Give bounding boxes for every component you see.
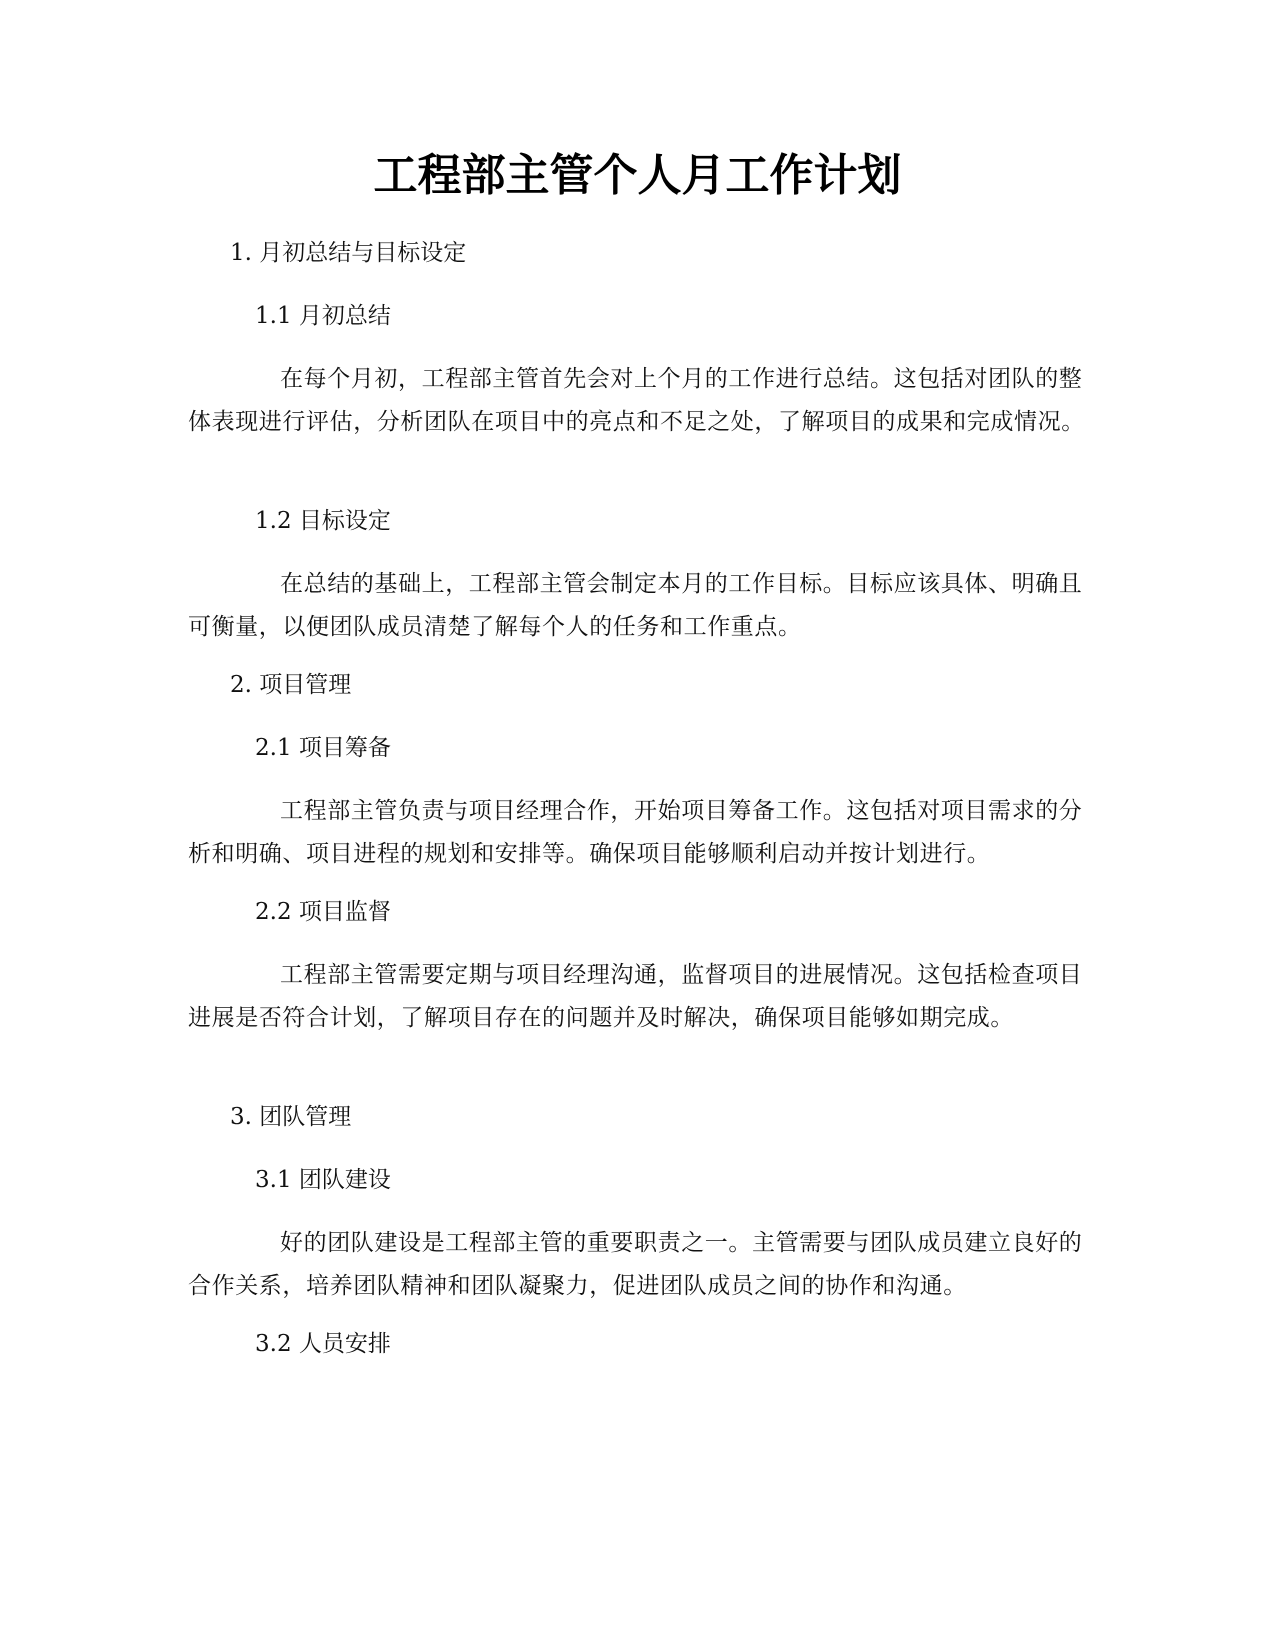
subsection-heading: 3.1 团队建设 bbox=[255, 1167, 391, 1193]
paragraph: 工程部主管负责与项目经理合作，开始项目筹备工作。这包括对项目需求的分析和明确、项目进程的规划和安排等。确保项目能够顺利启动并按计划进行。 bbox=[188, 798, 1083, 867]
subsection-heading: 3.2 人员安排 bbox=[255, 1331, 391, 1357]
section-heading: 1. 月初总结与目标设定 bbox=[230, 240, 467, 266]
subsection-heading: 2.1 项目筹备 bbox=[255, 735, 391, 761]
subsection-heading: 1.2 目标设定 bbox=[255, 508, 391, 534]
section-heading: 3. 团队管理 bbox=[230, 1104, 352, 1130]
section-heading: 2. 项目管理 bbox=[230, 672, 352, 698]
paragraph: 在每个月初，工程部主管首先会对上个月的工作进行总结。这包括对团队的整体表现进行评估，分析团队在项目中的亮点和不足之处，了解项目的成果和完成情况。 bbox=[188, 366, 1085, 435]
paragraph: 好的团队建设是工程部主管的重要职责之一。主管需要与团队成员建立良好的合作关系，培养团队精神和团队凝聚力，促进团队成员之间的协作和沟通。 bbox=[188, 1230, 1083, 1299]
paragraph: 工程部主管需要定期与项目经理沟通，监督项目的进展情况。这包括检查项目进展是否符合计划，了解项目存在的问题并及时解决，确保项目能够如期完成。 bbox=[188, 962, 1083, 1031]
subsection-heading: 1.1 月初总结 bbox=[255, 303, 391, 329]
subsection-heading: 2.2 项目监督 bbox=[255, 899, 391, 925]
document-title: 工程部主管个人月工作计划 bbox=[373, 150, 902, 201]
paragraph: 在总结的基础上，工程部主管会制定本月的工作目标。目标应该具体、明确且可衡量，以便团队成员清楚了解每个人的任务和工作重点。 bbox=[188, 571, 1083, 640]
